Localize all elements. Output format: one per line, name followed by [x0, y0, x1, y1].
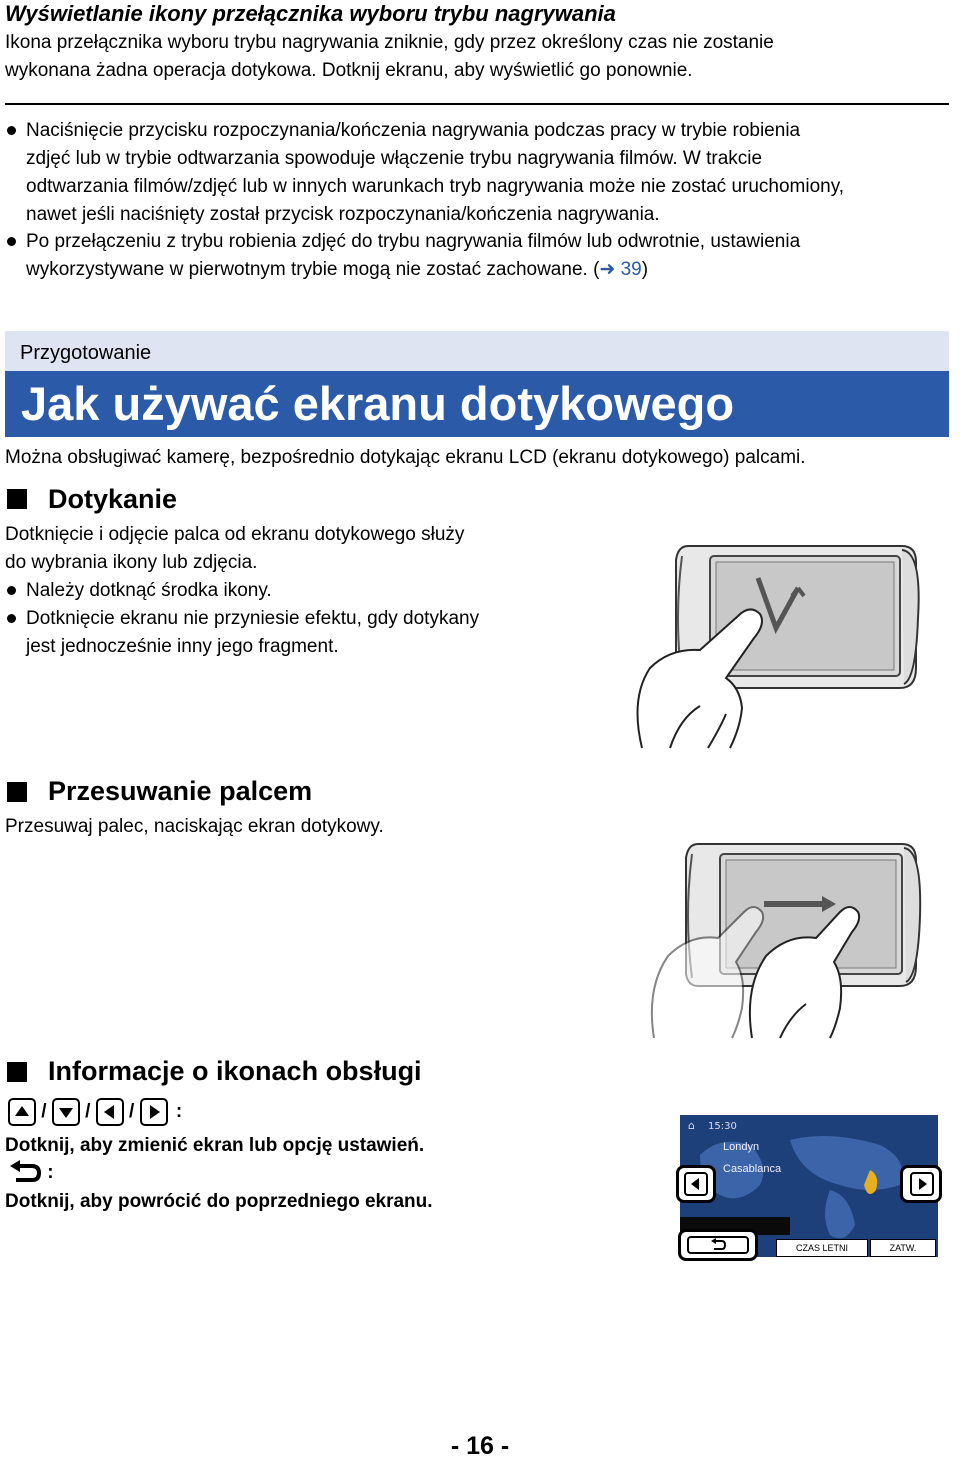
left-arrow-button[interactable]: [676, 1165, 716, 1203]
title-band: [5, 371, 949, 437]
separator: /: [85, 1101, 91, 1123]
touch-text: do wybrania ikony lub zdjęcia.: [5, 552, 258, 573]
bullet-icon: [7, 586, 16, 595]
separator: /: [128, 1101, 135, 1123]
slide-illustration: [640, 838, 925, 1043]
slide-text: Przesuwaj palec, naciskając ekran dotykowy.: [5, 816, 384, 837]
page-reference-link[interactable]: 39: [620, 259, 642, 280]
city-label: Londyn: [723, 1141, 760, 1153]
summer-time-button[interactable]: CZAS LETNI: [776, 1239, 868, 1257]
down-arrow-icon: [52, 1098, 80, 1126]
left-arrow-icon: [96, 1098, 124, 1126]
confirm-button[interactable]: ZATW.: [870, 1239, 936, 1257]
touch-bullet: Dotknięcie ekranu nie przyniesie efektu, gdy dotykany: [26, 608, 480, 629]
note-text: ): [641, 259, 649, 280]
square-bullet-icon: [7, 782, 27, 802]
bullet-icon: [7, 126, 16, 135]
touch-illustration: [630, 538, 925, 753]
touch-bullet: Należy dotknąć środka ikony.: [26, 580, 272, 601]
city-label: Casablanca: [723, 1163, 782, 1175]
divider: [5, 103, 949, 105]
paragraph-line: wykonana żadna operacja dotykowa. Dotknij ekranu, aby wyświetlić go ponownie.: [5, 60, 693, 81]
arrow-icons-row: [8, 1098, 182, 1128]
right-arrow-icon: [910, 1172, 934, 1196]
return-icon: [8, 1160, 42, 1186]
colon: :: [47, 1162, 54, 1184]
back-icon-row: [8, 1160, 54, 1190]
arrow-right-icon: ➜: [599, 259, 616, 280]
note-text: wykorzystywane w pierwotnym trybie mogą nie zostać zachowane. (: [26, 259, 600, 280]
note-line: Naciśnięcie przycisku rozpoczynania/kończenia nagrywania podczas pracy w trybie robienia: [26, 120, 801, 141]
separator: /: [41, 1101, 47, 1123]
example-screen: [676, 1113, 943, 1263]
touch-text: Dotknięcie i odjęcie palca od ekranu dotykowego służy: [5, 524, 465, 545]
note-line: odtwarzania filmów/zdjęć lub w innych warunkach tryb nagrywania może nie zostać uruchomiony,: [26, 176, 845, 197]
bullet-icon: [7, 614, 16, 623]
section-title-record-mode-icon: Wyświetlanie ikony przełącznika wyboru trybu nagrywania: [5, 1, 616, 26]
heading-icons-info: Informacje o ikonach obsługi: [48, 1056, 422, 1086]
section-category-bar: [5, 331, 949, 371]
square-bullet-icon: [7, 489, 27, 509]
left-arrow-icon: [684, 1172, 708, 1196]
right-arrow-icon: [140, 1098, 168, 1126]
heading-touch: Dotykanie: [48, 484, 178, 514]
note-line: zdjęć lub w trybie odtwarzania spowoduje włączenie trybu nagrywania filmów. W trakcie: [26, 148, 763, 169]
home-icon: ⌂: [688, 1119, 695, 1132]
square-bullet-icon: [7, 1062, 27, 1082]
intro-text: Można obsługiwać kamerę, bezpośrednio dotykając ekranu LCD (ekranu dotykowego) palcami.: [5, 447, 806, 468]
note-line: Po przełączeniu z trybu robienia zdjęć do trybu nagrywania filmów lub odwrotnie, ustawienia: [26, 231, 801, 252]
up-arrow-icon: [8, 1098, 36, 1126]
back-description: Dotknij, aby powrócić do poprzedniego ekranu.: [5, 1191, 433, 1212]
touch-bullet: jest jednocześnie inny jego fragment.: [26, 636, 339, 657]
right-arrow-button[interactable]: [900, 1165, 942, 1203]
bullet-icon: [7, 237, 16, 246]
return-button[interactable]: [678, 1229, 758, 1261]
page-number: - 16 -: [450, 1432, 510, 1460]
section-category: Przygotowanie: [20, 342, 152, 364]
paragraph-line: Ikona przełącznika wyboru trybu nagrywania zniknie, gdy przez określony czas nie zostanie: [5, 32, 774, 53]
return-icon: [687, 1236, 749, 1254]
colon: :: [175, 1101, 183, 1123]
note-line: nawet jeśli naciśnięty został przycisk rozpoczynania/kończenia nagrywania.: [26, 204, 660, 225]
page-title: Jak używać ekranu dotykowego: [21, 377, 735, 430]
screen-time: 15:30: [708, 1121, 737, 1132]
note-line: [26, 256, 648, 284]
arrows-description: Dotknij, aby zmienić ekran lub opcję ustawień.: [5, 1135, 425, 1156]
heading-slide: Przesuwanie palcem: [48, 776, 313, 806]
